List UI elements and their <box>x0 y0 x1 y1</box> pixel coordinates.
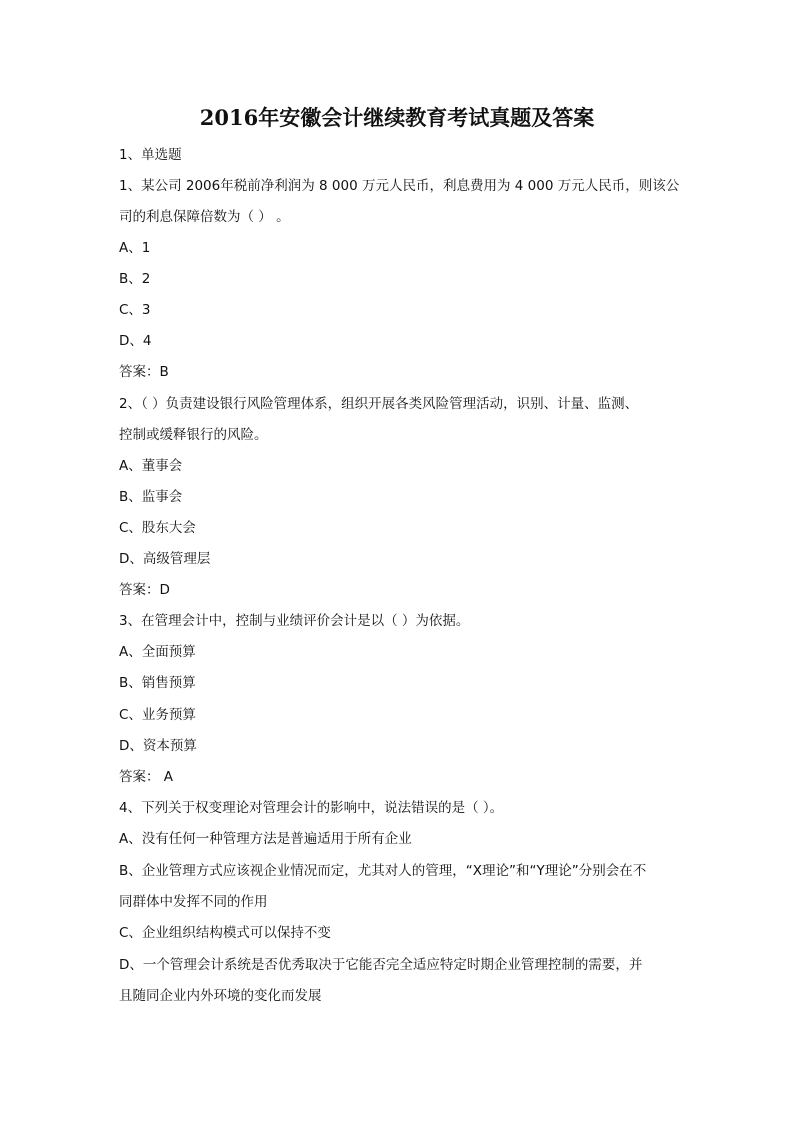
question-4-option-a: A、没有任何一种管理方法是普遍适用于所有企业 <box>119 831 412 847</box>
section-heading: 1、单选题 <box>119 147 182 163</box>
question-3-option-c: C、业务预算 <box>119 707 196 723</box>
question-4-option-b-line-2: 同群体中发挥不同的作用 <box>119 894 268 910</box>
question-1-option-a: A、1 <box>119 240 151 256</box>
question-2-option-d: D、高级管理层 <box>119 551 211 567</box>
question-3-option-d: D、资本预算 <box>119 738 197 754</box>
question-3-text-line-1: 3、在管理会计中，控制与业绩评价会计是以（ ）为依据。 <box>119 613 470 629</box>
question-1-option-c: C、3 <box>119 302 151 318</box>
question-4-option-d-line-1: D、一个管理会计系统是否优秀取决于它能否完全适应特定时期企业管理控制的需要，并 <box>119 957 643 973</box>
question-1-answer: 答案：B <box>119 364 169 380</box>
question-1-option-b: B、2 <box>119 271 151 287</box>
question-4-option-d-line-2: 且随同企业内外环境的变化而发展 <box>119 988 322 1004</box>
question-3-option-b: B、销售预算 <box>119 675 196 691</box>
question-1-text-line-1: 1、某公司 2006年税前净利润为 8 000 万元人民币，利息费用为 4 000 万元人民币，则该公 <box>119 178 680 194</box>
document-title: 2016年安徽会计继续教育考试真题及答案 <box>199 105 595 130</box>
question-2-text-line-1: 2、（ ）负责建设银行风险管理体系，组织开展各类风险管理活动，识别、计量、监测、 <box>119 396 639 412</box>
question-3-answer: 答案： A <box>119 769 174 785</box>
question-1-option-d: D、4 <box>119 333 152 349</box>
question-4-option-b-line-1: B、企业管理方式应该视企业情况而定，尤其对人的管理，“X理论”和“Y理论”分别会在不 <box>119 863 647 879</box>
question-2-option-c: C、股东大会 <box>119 520 196 536</box>
question-4-text-line-1: 4、下列关于权变理论对管理会计的影响中，说法错误的是（ ）。 <box>119 800 504 816</box>
question-2-answer: 答案：D <box>119 582 170 598</box>
question-2-option-a: A、董事会 <box>119 458 183 474</box>
question-2-option-b: B、监事会 <box>119 489 183 505</box>
question-2-text-line-2: 控制或缓释银行的风险。 <box>119 427 268 443</box>
question-1-text-line-2: 司的利息保障倍数为（ ） 。 <box>119 209 290 225</box>
question-3-option-a: A、全面预算 <box>119 644 196 660</box>
question-4-option-c: C、企业组织结构模式可以保持不变 <box>119 925 331 941</box>
